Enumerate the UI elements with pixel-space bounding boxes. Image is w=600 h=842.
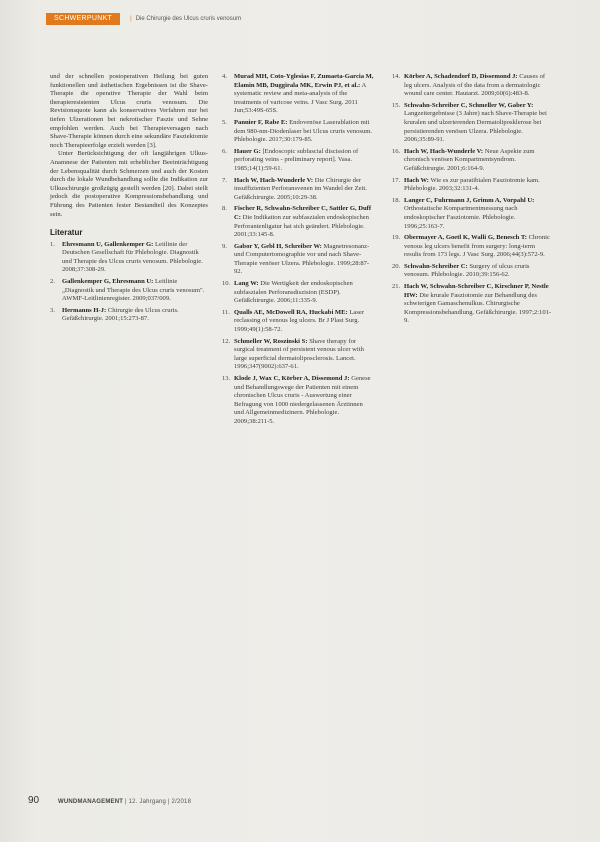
reference-number: 4. [222, 73, 227, 80]
reference-authors: Hach W, Schwahn-Schreiber C, Kirschner P, Nestle HW: [404, 283, 549, 299]
reference-text: Die krurale Fasziotomie zur Behandlung des schwierigen Gamaschenulkus. Chirurgische Kompressionsbehandlung. Gefäßchirurgie. 1997;2:101-9. [404, 291, 552, 325]
reference-number: 10. [222, 280, 231, 288]
reference-item [222, 73, 374, 116]
reference-authors: Langer C, Fuhrmann J, Grimm A, Vorpahl U: [404, 196, 535, 204]
reference-number: 7. [222, 176, 227, 184]
reference-text: Chronic venous leg ulcers benefit from surgery: long-term results from 173 legs. J Vasc Surg. 2006;44(3):572-9. [404, 234, 550, 259]
reference-authors: Qualls AE, McDowell RA, Huckabi ME: [234, 308, 348, 316]
reference-authors: Obermayer A, Goetl K, Walli G, Benesch T: [404, 234, 527, 242]
reference-number: 17. [392, 176, 401, 184]
reference-item [392, 177, 552, 194]
reference-item [392, 73, 552, 99]
reference-text: Leitlinie der Deutschen Gesellschaft für Phlebologie. Diagnostik und Therapie des Ulcus cruris venosum. Phlebologie. 2008;37:308-29. [62, 240, 203, 274]
reference-authors: Hach W: [404, 176, 429, 184]
reference-item [392, 148, 552, 174]
journal-name: WUNDMANAGEMENT [58, 799, 124, 805]
body-paragraph: und der schnellen postoperativen Heilung bei guten funktionellen und ästhetischen Ergebnissen ist die Shave-Therapie die operative Therapie der Wahl beim therapieresistenten Ulcus cruris venosum. Die Revisionsquote kann als konservatives Verfahren nur bei tiefen Ulzerationen bei nekrotischer Faszie und Sehne empfohlen werden. Auch bei Therapieversagen nach Shave-Therapie können durch eine sekundäre Fasziektomie noch Therapieerfolge erzielt werden [3]. [50, 73, 208, 149]
reference-number: 12. [222, 337, 231, 345]
reference-number: 9. [222, 242, 227, 250]
reference-authors: Hauer G: [234, 147, 261, 155]
literature-heading: Literatur [50, 228, 83, 238]
reference-text: Orthostatische Kompartmentmessung nach endoskopischer Fasziotomie. Phlebologie. 1996;25:163-7. [404, 205, 518, 230]
reference-number: 5. [222, 118, 227, 126]
page-footer [28, 795, 191, 806]
reference-text: Neue Aspekte zum chronisch venösen Kompartmentsyndrom. Gefäßchirurgie. 2001;6:164-9. [404, 147, 535, 172]
reference-number: 18. [392, 196, 401, 204]
reference-authors: Hach W, Hach-Wunderle V: [404, 147, 484, 155]
reference-number: 3. [50, 306, 55, 314]
reference-item [222, 148, 374, 174]
reference-item [222, 177, 374, 203]
reference-text: Endovenöse Laserablation mit dem 980-nm-Diodenlaser bei Ulcus cruris venosum. Phlebologie. 2017;30:179-85. [234, 118, 373, 144]
reference-item [50, 278, 208, 304]
reference-authors: Hermanns H-J: [62, 306, 107, 314]
reference-text: Magnetresonanz- und Computertomographie vor und nach Shave-Therapie venöser Ulzera. Phlebologie. 1999;28:87-92. [234, 242, 370, 276]
reference-item [392, 263, 552, 280]
reference-item [222, 119, 374, 145]
reference-number: 19. [392, 234, 401, 242]
reference-list [50, 241, 208, 324]
body-paragraph: Unter Berücksichtigung der oft langjährigen Ulkus-Anamnese der Patienten mit erheblicher Beeinträchtigung der Lebensqualität durch Schmerzen und auch der Kosten durch die lokale Wundbehandlung sollte die Indikation zur Ulkuschirurgie großzügig gestellt werden [20]. Dabei stellt jedoch die postoperative Kompressionsbehandlung und Führung des Patienten fester Bestandteil des Konzeptes sein. [50, 150, 208, 218]
reference-authors: Schwahn-Schreiber C, Schmeller W, Gaber Y: [404, 101, 534, 109]
reference-number: 16. [392, 147, 401, 155]
reference-number: 6. [222, 147, 227, 155]
reference-number: 20. [392, 262, 401, 270]
section-tag: SCHWERPUNKT [46, 13, 120, 25]
reference-number: 2. [50, 278, 55, 286]
reference-text: [Endoscopic subfascial discission of perforating veins - preliminary report]. Vasa. 1985;14(1):59-61. [234, 147, 359, 172]
column-middle [222, 73, 374, 430]
reference-text: Surgery of ulcus cruris venosum. Phlebologie. 2010;39:156-62. [404, 262, 530, 279]
reference-item [50, 241, 208, 275]
reference-text: Genese und Behandlungswege der Patienten mit einem chronischen Ulcus cruris - Auswertung einer Befragung von 1000 niedergelassenen Ärztinnen und Allgemeinmedizinern. Phlebologie. 2009;38:211-5. [234, 375, 371, 425]
reference-text: A systematic review and meta-analysis of the treatments of varicose veins. J Vasc Surg. 2011 Jun;53:49S-65S. [234, 81, 366, 115]
reference-authors: Hach W, Hach-Wunderle V: [234, 176, 314, 184]
reference-list [392, 73, 552, 326]
reference-authors: Klode J, Wax C, Körber A, Dissemond J: [234, 375, 350, 382]
reference-authors: Körber A, Schadendorf D, Dissemond J: [404, 73, 518, 80]
reference-text: Causes of leg ulcers. Analysis of the data from a dermatologic wound care center. Hautarzt. 2009;60(6):483-8. [404, 73, 546, 98]
reference-authors: Gallenkemper G, Ehresmann U: [62, 278, 154, 286]
reference-authors: Murad MH, Coto-Yglesias F, Zumaeta-Garcia M, Elamin MB, Duggirala MK, Erwin PJ, et al.: [234, 73, 374, 89]
journal-issue: | 12. Jahrgang | 2/2018 [125, 799, 192, 805]
reference-item [222, 280, 374, 306]
reference-list [222, 73, 374, 427]
reference-text: Langzeitergebnisse (3 Jahre) nach Shave-Therapie bei kruralen und ulzerierenden Dermatoliposklerose bei persistierenden venösen Ulzera. Phlebologie. 2006;35:89-91. [404, 110, 547, 144]
reference-item [392, 234, 552, 260]
reference-number: 11. [222, 308, 230, 316]
column-right [392, 73, 552, 329]
reference-item [50, 307, 208, 324]
page-header [46, 13, 241, 25]
reference-item [222, 375, 374, 427]
reference-number: 8. [222, 205, 227, 213]
reference-text: Die Indikation zur subfaszialen endoskopischen Perforantenligatur hat sich geändert. Phlebologie. 2001;33:145-8. [234, 213, 369, 239]
reference-text: Leitlinie „Diagnostik und Therapie des Ulcus cruris venosum". AWMF-Leitlinienregister. 2009;037/009. [62, 278, 205, 303]
reference-authors: Fischer R, Schwahn-Schreiber C, Sattler G, Duff C: [234, 205, 372, 221]
reference-authors: Lang W: [234, 280, 259, 288]
reference-item [222, 338, 374, 372]
reference-authors: Schwahn-Schreiber C: [404, 262, 468, 270]
reference-item [392, 197, 552, 231]
reference-number: 21. [392, 283, 401, 291]
reference-item [222, 205, 374, 239]
journal-info [58, 799, 191, 805]
reference-item [392, 283, 552, 326]
reference-number: 15. [392, 101, 401, 109]
reference-authors: Ehresmann U, Gallenkemper G: [62, 240, 154, 248]
reference-number: 1. [50, 240, 55, 248]
reference-authors: Schmeller W, Roszinski S: [234, 337, 308, 345]
reference-text: Die Wertigkeit der endoskopischen subfaszialen Perforansdiszision (ESDP). Gefäßchirurgie. 2006;11:335-9. [234, 280, 353, 305]
reference-authors: Pannier F, Rabe E: [234, 118, 288, 126]
running-head: | Die Chirurgie des Ulcus cruris venosum [130, 16, 241, 22]
reference-item [222, 309, 374, 335]
reference-text: Wie es zur paratibialen Fasziotomie kam. Phlebologie. 2003;32:131-4. [404, 176, 540, 193]
column-left [50, 73, 208, 327]
reference-number: 13. [222, 375, 231, 382]
reference-text: Chirurgie des Ulcus cruris. Gefäßchirurgie. 2001;15:273-87. [62, 306, 179, 323]
reference-authors: Gabor Y, Gebl H, Schreiber W: [234, 242, 322, 250]
reference-item [222, 243, 374, 277]
page-number: 90 [28, 795, 40, 806]
reference-number: 14. [392, 73, 401, 80]
reference-text: Shave therapy for surgical treatment of persistent venous ulcer with large superficial dermatoliposclerosis. Lancet. 1996;347(9002):637-61. [234, 337, 364, 371]
reference-text: Laser reclassing of venous leg ulcers. Br J Plast Surg. 1999;49(1):58-72. [234, 308, 365, 334]
reference-text: Die Chirurgie der insuffizienten Perforansvenen im Wandel der Zeit. Gefäßchirurgie. 2005;10:29-38. [234, 176, 367, 201]
reference-item [392, 102, 552, 145]
